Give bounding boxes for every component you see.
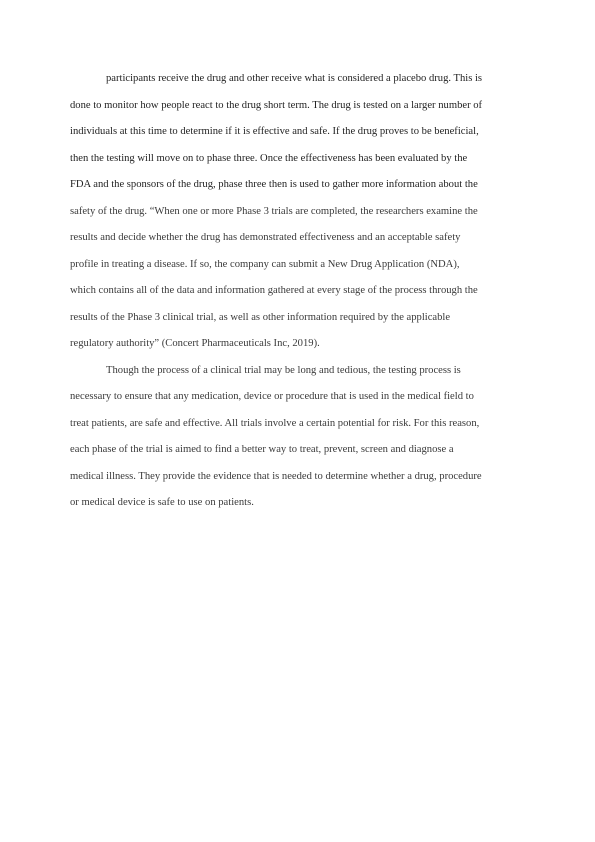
text-line: participants receive the drug and other receive what is considered a placebo drug. This is [106,73,483,84]
text-line: results of the Phase 3 clinical trial, as well as other information required by the applicable [70,311,451,323]
text-line: or medical device is safe to use on patients. [70,497,254,508]
text-line: necessary to ensure that any medication, device or procedure that is used in the medical field to [70,391,474,402]
paragraph-2 [70,358,528,517]
text-line: medical illness. They provide the evidence that is needed to determine whether a drug, procedure [70,470,482,482]
body-text [70,66,528,517]
text-line: results and decide whether the drug has demonstrated effectiveness and an acceptable safety [70,232,461,243]
text-line: then the testing will move on to phase three. Once the effectiveness has been evaluated by the [70,152,468,164]
text-line: FDA and the sponsors of the drug, phase three then is used to gather more information about the [70,179,478,190]
text-line: regulatory authority” (Concert Pharmaceuticals Inc, 2019). [70,338,320,349]
text-line: individuals at this time to determine if it is effective and safe. If the drug proves to be beneficial, [70,126,479,137]
text-line: treat patients, are safe and effective. All trials involve a certain potential for risk. For this reason, [70,417,480,429]
text-line: profile in treating a disease. If so, the company can submit a New Drug Application (NDA), [70,258,460,270]
text-line: safety of the drug. “When one or more Phase 3 trials are completed, the researchers examine the [70,205,478,217]
text-line: Though the process of a clinical trial may be long and tedious, the testing process is [106,364,461,376]
text-line: which contains all of the data and information gathered at every stage of the process through the [70,285,478,296]
paragraph-1 [70,66,528,358]
text-line: done to monitor how people react to the drug short term. The drug is tested on a larger number of [70,99,483,111]
text-line: each phase of the trial is aimed to find a better way to treat, prevent, screen and diagnose a [70,444,454,455]
